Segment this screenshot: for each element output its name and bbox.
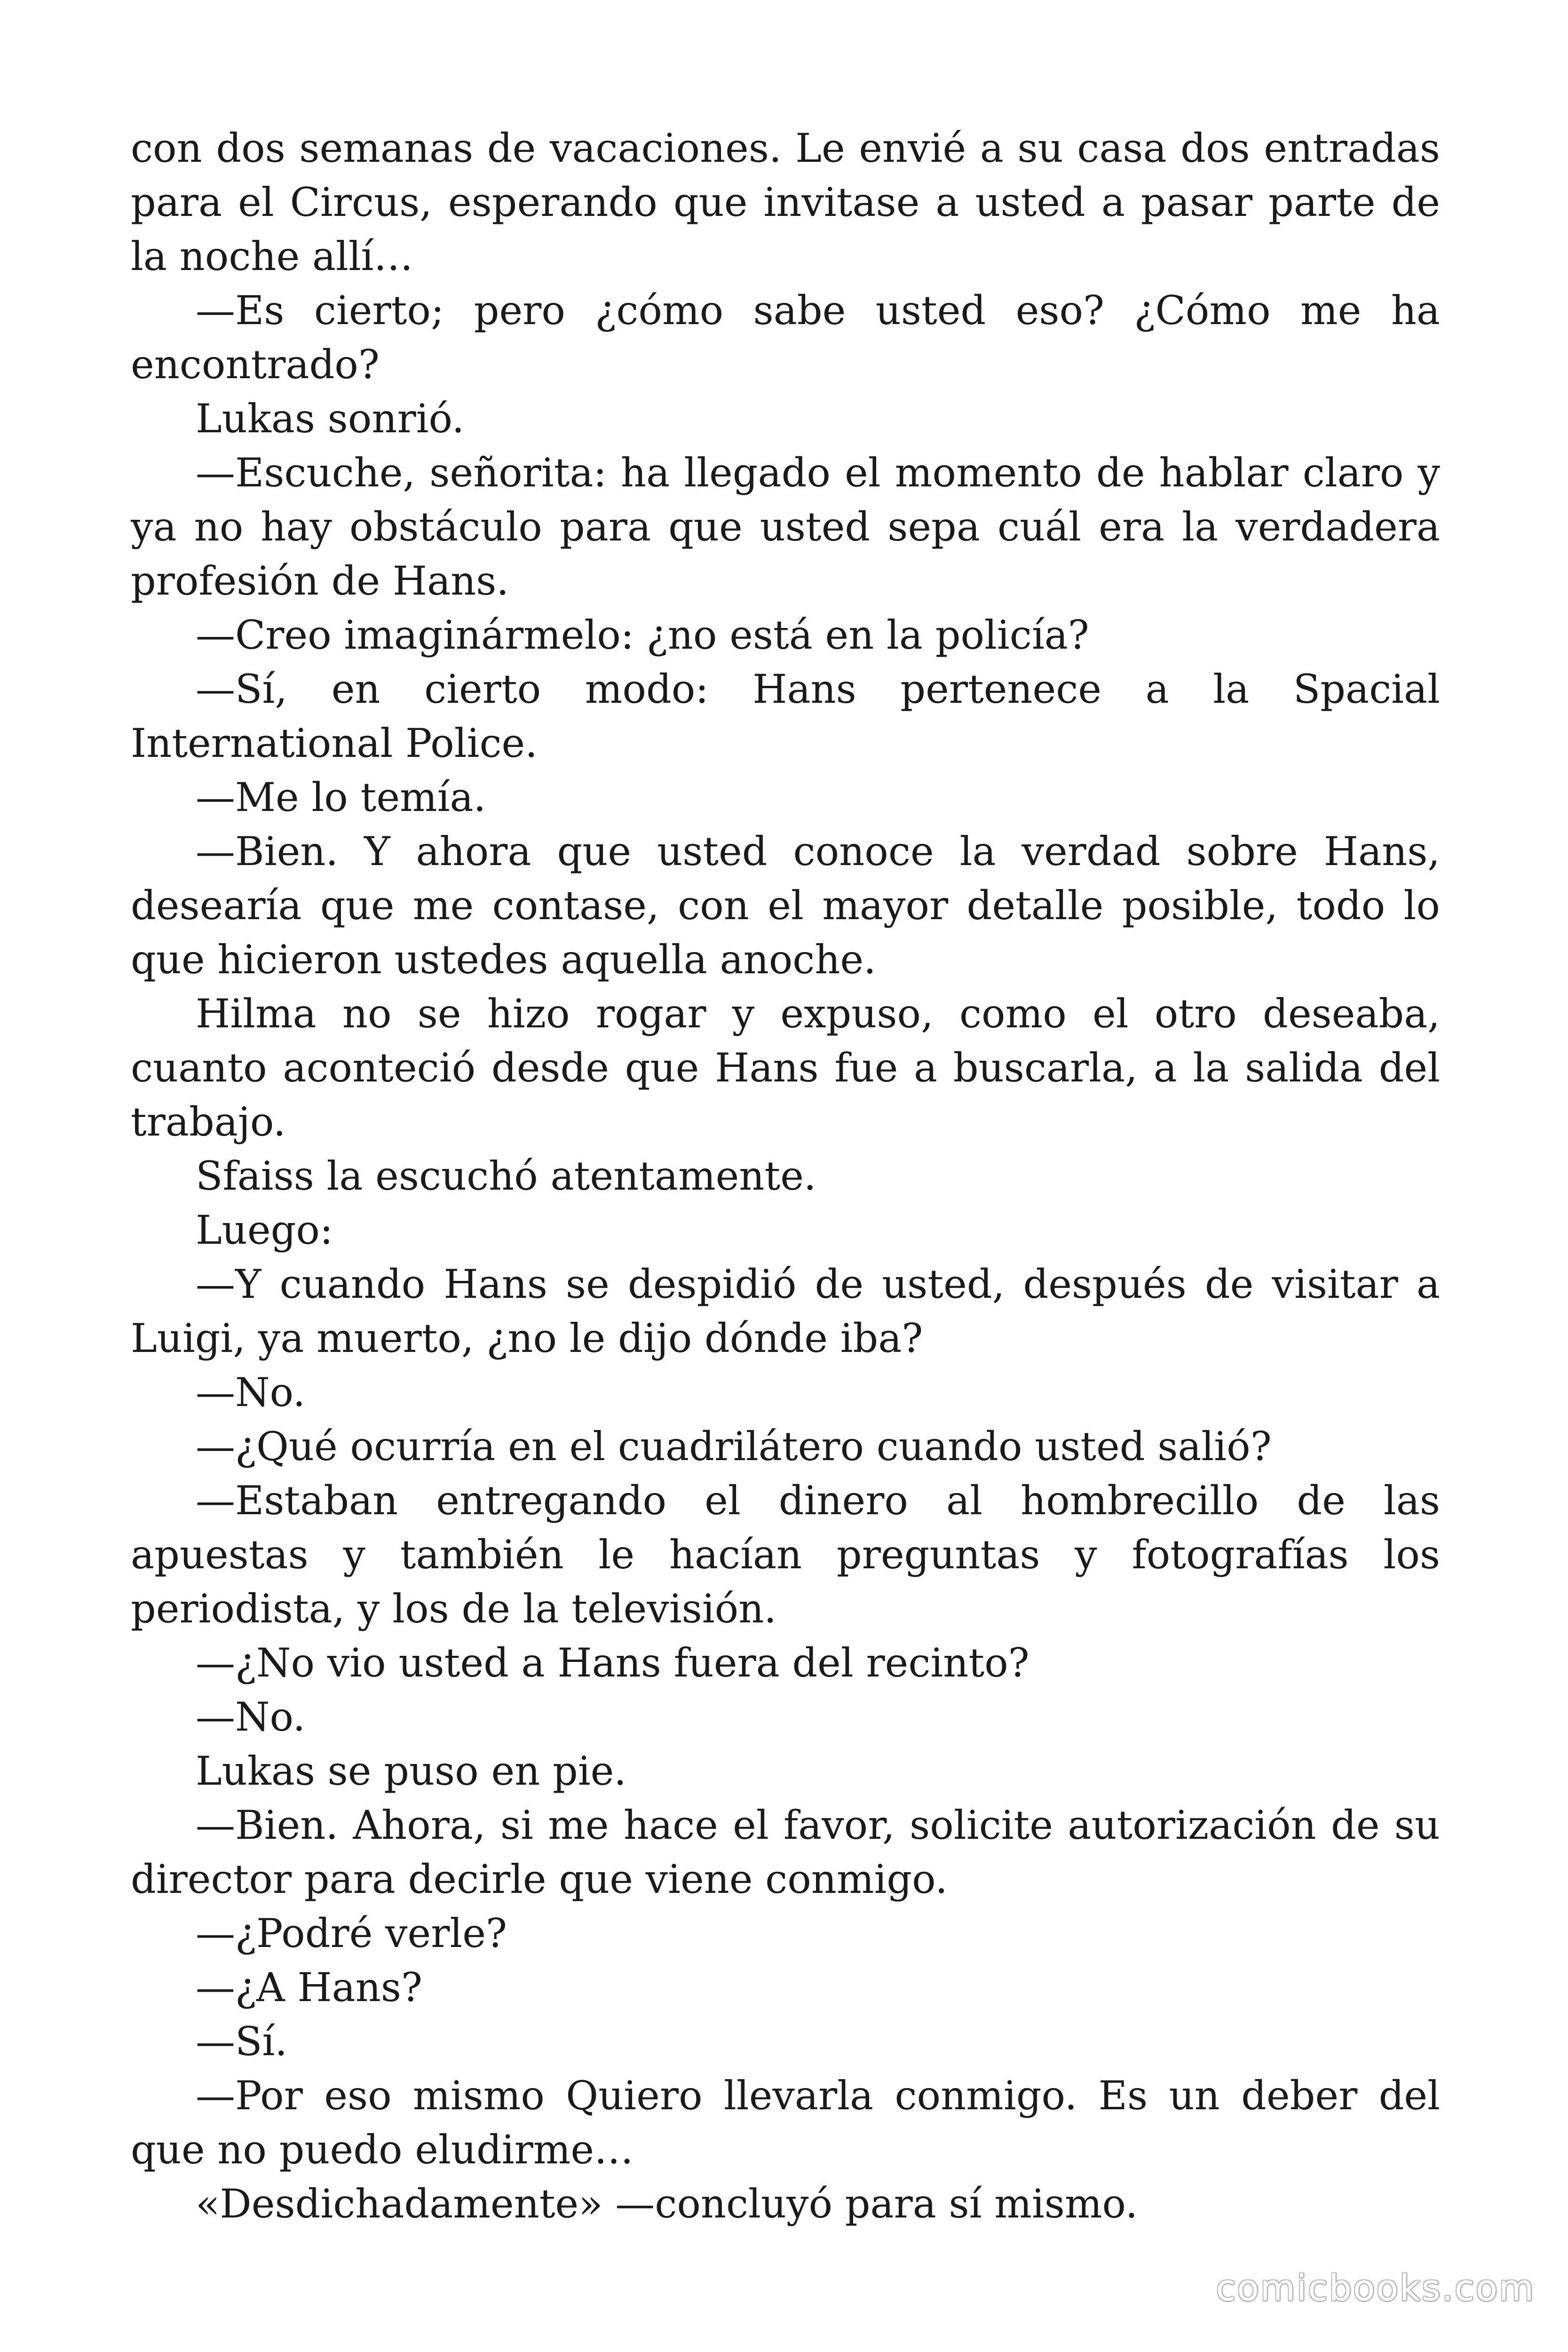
paragraph-4: —Escuche, señorita: ha llegado el momento de hablar claro y ya no hay obstáculo para que usted sepa cuál era la verdadera profesión de Hans. — [131, 450, 1440, 604]
paragraph-14: —¿Qué ocurría en el cuadrilátero cuando usted salió? — [196, 1423, 1272, 1470]
paragraph-2: —Es cierto; pero ¿cómo sabe usted eso? ¿Cómo me ha encontrado? — [131, 287, 1440, 388]
paragraph-15: —Estaban entregando el dinero al hombrecillo de las apuestas y también le hacían preguntas y fotografías los periodista, y los de la televisión. — [131, 1478, 1440, 1632]
paragraph-18: Lukas se puso en pie. — [196, 1748, 627, 1794]
paragraph-17: —No. — [196, 1694, 306, 1740]
paragraph-20: —¿Podré verle? — [196, 1910, 507, 1956]
paragraph-5: —Creo imaginármelo: ¿no está en la policía? — [196, 612, 1089, 658]
paragraph-1: con dos semanas de vacaciones. Le envié a su casa dos entradas para el Circus, esperando que invitase a usted a pasar parte de la noche allí… — [131, 125, 1440, 279]
paragraph-8: —Bien. Y ahora que usted conoce la verdad sobre Hans, desearía que me contase, con el mayor detalle posible, todo lo que hicieron ustedes aquella anoche. — [131, 828, 1440, 983]
paragraph-23: —Por eso mismo Quiero llevarla conmigo. Es un deber del que no puedo eludirme… — [131, 2073, 1440, 2173]
paragraph-16: —¿No vio usted a Hans fuera del recinto? — [196, 1640, 1029, 1686]
paragraph-24: «Desdichadamente» —concluyó para sí mismo. — [196, 2181, 1138, 2227]
paragraph-7: —Me lo temía. — [196, 774, 486, 820]
book-page-text — [131, 121, 1440, 2231]
paragraph-21: —¿A Hans? — [196, 1964, 422, 2010]
watermark-logo: comicbooks.com — [1216, 2267, 1535, 2309]
paragraph-19: —Bien. Ahora, si me hace el favor, solicite autorización de su director para decirle que viene conmigo. — [131, 1802, 1440, 1902]
paragraph-10: Sfaiss la escuchó atentamente. — [196, 1153, 816, 1199]
paragraph-12: —Y cuando Hans se despidió de usted, después de visitar a Luigi, ya muerto, ¿no le dijo dónde iba? — [131, 1261, 1440, 1361]
paragraph-13: —No. — [196, 1369, 306, 1415]
paragraph-11: Luego: — [196, 1207, 333, 1253]
paragraph-3: Lukas sonrió. — [196, 396, 465, 442]
paragraph-22: —Sí. — [196, 2018, 288, 2065]
paragraph-6: —Sí, en cierto modo: Hans pertenece a la Spacial International Police. — [131, 666, 1440, 766]
paragraph-9: Hilma no se hizo rogar y expuso, como el otro deseaba, cuanto aconteció desde que Hans fue a buscarla, a la salida del trabajo. — [131, 991, 1440, 1145]
